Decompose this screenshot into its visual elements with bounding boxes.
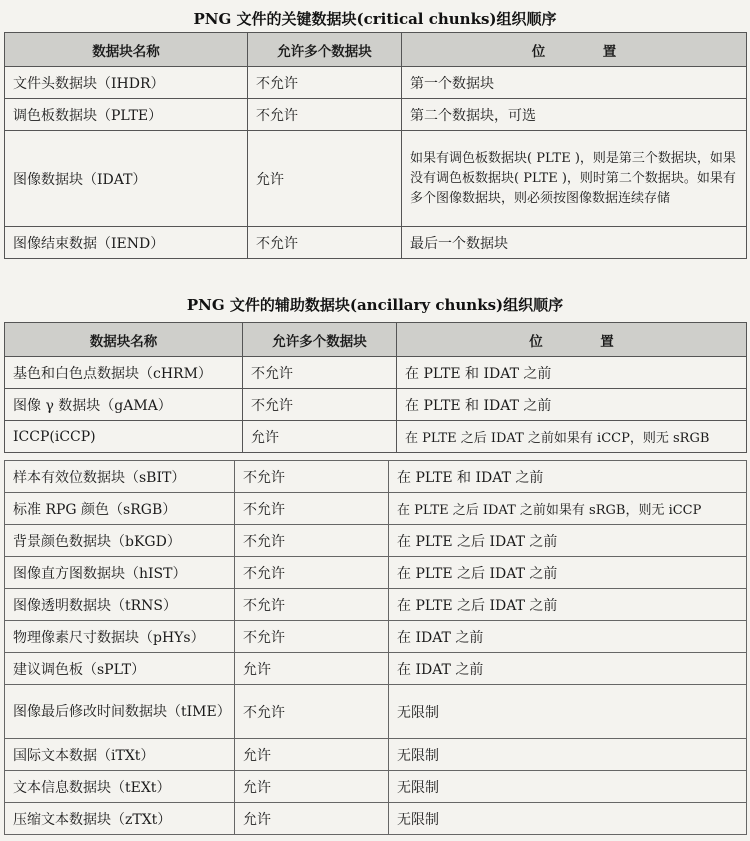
table-row [5, 357, 747, 389]
chunk-name-cell: 样本有效位数据块（sBIT） [5, 461, 235, 493]
header-multiple-allowed: 允许多个数据块 [248, 33, 402, 67]
position-cell: 无限制 [389, 685, 747, 739]
multiple-cell: 不允许 [248, 99, 402, 131]
table-row [5, 589, 747, 621]
position-cell: 无限制 [389, 739, 747, 771]
position-cell: 最后一个数据块 [402, 227, 747, 259]
multiple-cell: 不允许 [248, 227, 402, 259]
table-row [5, 421, 747, 453]
critical-table-title: PNG 文件的关键数据块(critical chunks)组织顺序 [193, 10, 557, 28]
table-row [5, 621, 747, 653]
table-row [5, 653, 747, 685]
multiple-cell: 允许 [248, 131, 402, 227]
table-row [5, 803, 747, 835]
table-row [5, 67, 747, 99]
position-cell: 在 IDAT 之前 [389, 621, 747, 653]
position-cell: 在 IDAT 之前 [389, 653, 747, 685]
ancillary-table-title: PNG 文件的辅助数据块(ancillary chunks)组织顺序 [186, 296, 564, 314]
chunk-name-cell: 调色板数据块（PLTE） [5, 99, 248, 131]
table-row [5, 99, 747, 131]
table-row [5, 557, 747, 589]
header-chunk-name: 数据块名称 [5, 323, 243, 357]
position-cell: 在 PLTE 和 IDAT 之前 [397, 357, 747, 389]
position-cell: 在 PLTE 之后 IDAT 之前如果有 sRGB，则无 iCCP [389, 493, 747, 525]
multiple-cell: 不允许 [243, 389, 397, 421]
multiple-cell: 允许 [235, 653, 389, 685]
chunk-name-cell: 文件头数据块（IHDR） [5, 67, 248, 99]
header-multiple-allowed: 允许多个数据块 [243, 323, 397, 357]
multiple-cell: 允许 [235, 771, 389, 803]
critical-chunks-table [4, 32, 747, 259]
multiple-cell: 不允许 [235, 685, 389, 739]
table-row [5, 525, 747, 557]
position-cell: 在 PLTE 之后 IDAT 之前 [389, 557, 747, 589]
chunk-name-cell: 标准 RPG 颜色（sRGB） [5, 493, 235, 525]
position-cell: 在 PLTE 之后 IDAT 之前 [389, 525, 747, 557]
position-cell: 无限制 [389, 803, 747, 835]
chunk-name-cell: 文本信息数据块（tEXt） [5, 771, 235, 803]
header-position: 位 置 [402, 33, 747, 67]
chunk-name-cell: 图像 γ 数据块（gAMA） [5, 389, 243, 421]
position-cell: 第一个数据块 [402, 67, 747, 99]
chunk-name-cell: 图像结束数据（IEND） [5, 227, 248, 259]
table-header-row [5, 33, 747, 67]
chunk-name-cell: 国际文本数据（iTXt） [5, 739, 235, 771]
table-header-row [5, 323, 747, 357]
chunk-name-cell: 图像数据块（IDAT） [5, 131, 248, 227]
position-cell: 在 PLTE 之后 IDAT 之前如果有 iCCP，则无 sRGB [397, 421, 747, 453]
position-cell: 如果有调色板数据块( PLTE )，则是第三个数据块，如果没有调色板数据块( PLTE )，则时第二个数据块。如果有多个图像数据块，则必须按图像数据连续存储 [402, 131, 747, 227]
table-row [5, 771, 747, 803]
header-chunk-name: 数据块名称 [5, 33, 248, 67]
position-cell: 无限制 [389, 771, 747, 803]
multiple-cell: 不允许 [235, 525, 389, 557]
multiple-cell: 不允许 [235, 461, 389, 493]
chunk-name-cell: 建议调色板（sPLT） [5, 653, 235, 685]
chunk-name-cell: 图像最后修改时间数据块（tIME） [5, 685, 235, 739]
multiple-cell: 不允许 [235, 493, 389, 525]
multiple-cell: 不允许 [243, 357, 397, 389]
multiple-cell: 不允许 [235, 621, 389, 653]
position-cell: 在 PLTE 和 IDAT 之前 [397, 389, 747, 421]
position-cell: 第二个数据块，可选 [402, 99, 747, 131]
table-row [5, 493, 747, 525]
multiple-cell: 不允许 [248, 67, 402, 99]
ancillary-chunks-table-continued [4, 460, 747, 835]
chunk-name-cell: 基色和白色点数据块（cHRM） [5, 357, 243, 389]
position-cell: 在 PLTE 之后 IDAT 之前 [389, 589, 747, 621]
chunk-name-cell: 物理像素尺寸数据块（pHYs） [5, 621, 235, 653]
table-row [5, 389, 747, 421]
chunk-name-cell: 图像直方图数据块（hIST） [5, 557, 235, 589]
multiple-cell: 允许 [235, 803, 389, 835]
ancillary-chunks-table [4, 322, 747, 453]
table-row [5, 739, 747, 771]
chunk-name-cell: 压缩文本数据块（zTXt） [5, 803, 235, 835]
table-row [5, 227, 747, 259]
multiple-cell: 允许 [243, 421, 397, 453]
chunk-name-cell: 图像透明数据块（tRNS） [5, 589, 235, 621]
table-row [5, 685, 747, 739]
multiple-cell: 不允许 [235, 557, 389, 589]
multiple-cell: 允许 [235, 739, 389, 771]
table-row [5, 131, 747, 227]
chunk-name-cell: ICCP(iCCP) [5, 421, 243, 453]
chunk-name-cell: 背景颜色数据块（bKGD） [5, 525, 235, 557]
position-cell: 在 PLTE 和 IDAT 之前 [389, 461, 747, 493]
header-position: 位 置 [397, 323, 747, 357]
multiple-cell: 不允许 [235, 589, 389, 621]
table-row [5, 461, 747, 493]
